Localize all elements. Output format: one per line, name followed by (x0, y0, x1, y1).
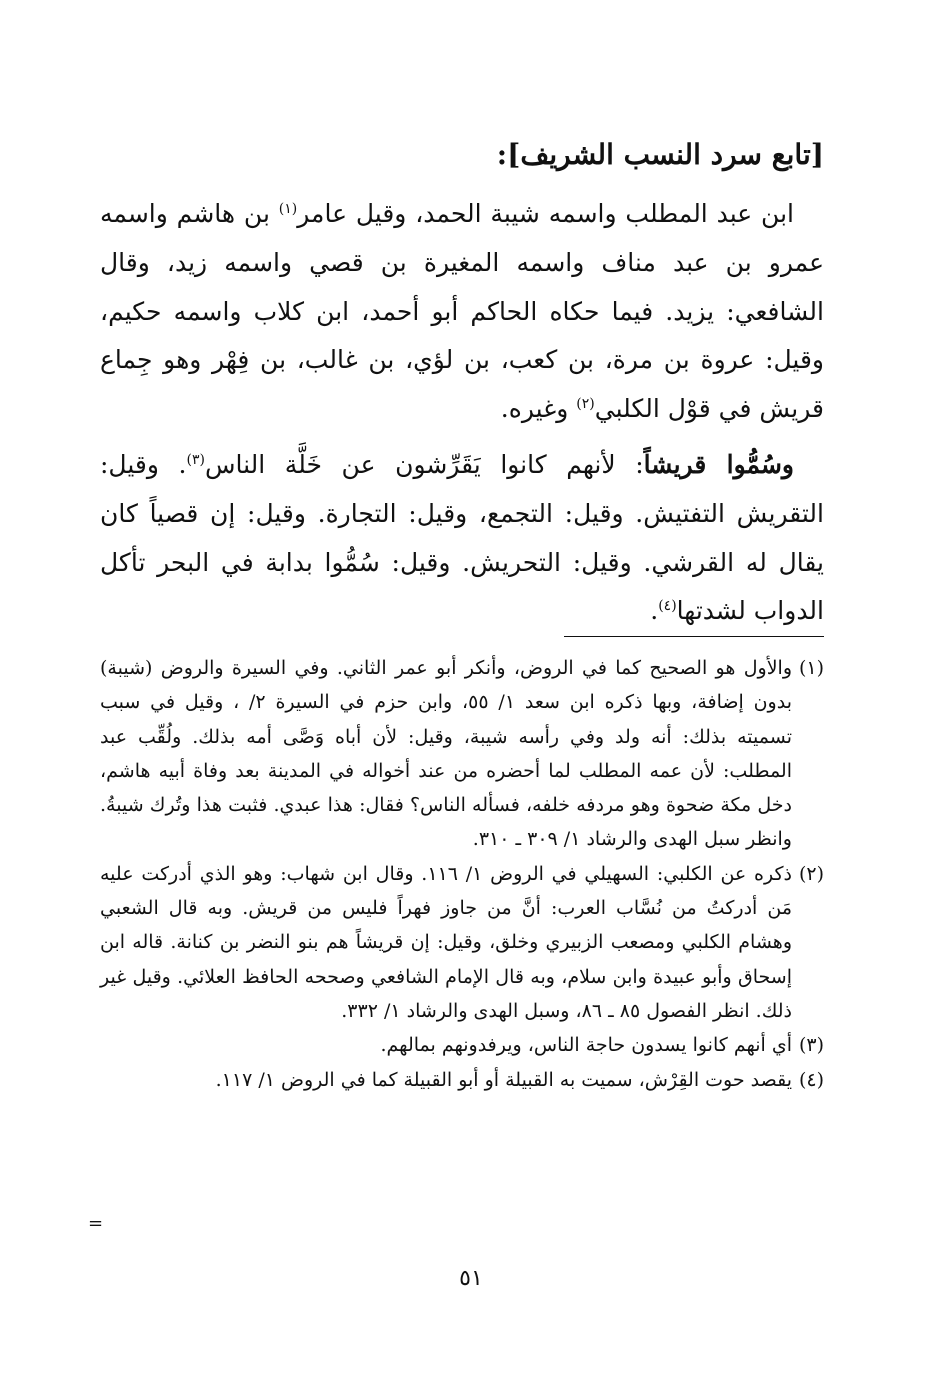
paragraph-quraysh-name (100, 441, 824, 636)
paragraph-text: بن هاشم واسمه عمرو بن عبد مناف واسمه المغيرة بن قصي واسمه زيد، وقال الشافعي: يزيد. فيما حكاه الحاكم أبو أحمد، ابن كلاب واسمه حكيم، وقيل: عروة بن مرة، بن كعب، بن لؤي، بن غالب، بن فِهْر وهو جِماع قريش في قوْل الكلبي (100, 199, 824, 424)
paragraph-text: . وقيل: التقريش التفتيش. وقيل: التجمع، وقيل: التجارة. وقيل: إن قصياً كان يقال له القرشي. وقيل: التحريش. وقيل: سُمُّوا بدابة في البحر تأكل الدواب لشدتها (100, 449, 824, 626)
paragraph-lineage (100, 190, 824, 434)
paragraph-lead: وسُمُّوا قريشاً (643, 449, 794, 479)
footnote-text: يقصد حوت القِرْش، سميت به القبيلة أو أبو القبيلة كما في الروض ١/ ١١٧. (215, 1068, 792, 1091)
footnote-text: والأول هو الصحيح كما في الروض، وأنكر أبو عمر الثاني. وفي السيرة والروض (شيبة) بدون إضافة، وبها ذكره ابن سعد ١/ ٥٥، وابن حزم في السيرة ٢/ ، وقيل في سبب تسميته بذلك: أنه ولد وفي رأسه شيبة، وقيل: لأن أباه وَصَّى أمه بذلك. ولُقِّب عبد المطلب: لأن عمه المطلب لما أحضره من عند أخواله في المدينة بعد وفاة أبيه هاشم، دخل مكة ضحوة وهو مردفه خلفه، فسأله الناس؟ فقال: هذا عبدي. فثبت هذا وتُرك شيبةُ. وانظر سبل الهدى والرشاد ١/ ٣٠٩ ـ ٣١٠. (100, 657, 792, 851)
footnote-1 (100, 651, 824, 857)
footnote-text: ذكره عن الكلبي: السهيلي في الروض ١/ ١١٦. وقال ابن شهاب: وهو الذي أدركت عليه مَن أدركتُ من نُسَّاب العرب: أنَّ من جاوز فهراً فليس من قريش. وبه قال الشعبي وهشام الكلبي ومصعب الزبيري وخلق، وقيل: إن قريشاً هم بنو النضر بن كنانة. قاله ابن إسحاق وأبو عبيدة وابن سلام، وبه قال الإمام الشافعي وصححه الحافظ العلائي. وقيل غير ذلك. انظر الفصول ٨٥ ـ ٨٦، وسبل الهدى والرشاد ١/ ٣٣٢. (100, 862, 792, 1022)
footnote-ref-4: (٤) (658, 598, 677, 615)
footnote-ref-3: (٣) (186, 451, 205, 468)
footnote-number: (٢) (798, 862, 824, 885)
paragraph-text: : لأنهم كانوا يَقَرِّشون عن خَلَّة الناس (204, 449, 644, 479)
paragraph-text: . (650, 596, 659, 626)
page-number: ٥١ (459, 1266, 483, 1291)
continuation-mark: = (88, 1213, 104, 1234)
footnote-ref-2: (٢) (576, 396, 595, 413)
footnote-separator (564, 636, 824, 637)
footnote-4 (100, 1063, 824, 1097)
footnote-2 (100, 857, 824, 1028)
paragraph-text: وغيره. (500, 394, 577, 424)
paragraph-text: ابن عبد المطلب واسمه شيبة الحمد، وقيل عامر (297, 199, 794, 228)
footnote-number: (٤) (798, 1068, 824, 1091)
main-text (100, 190, 824, 636)
footnote-3 (100, 1028, 824, 1062)
footnote-ref-1: (١) (278, 201, 298, 217)
section-heading: [تابع سرد النسب الشريف]: (496, 138, 824, 171)
footnote-number: (١) (798, 657, 824, 679)
footnotes (100, 651, 824, 1097)
footnote-number: (٣) (798, 1034, 824, 1057)
footnote-text: أي أنهم كانوا يسدون حاجة الناس، ويرفدونهم بمالهم. (380, 1034, 792, 1057)
